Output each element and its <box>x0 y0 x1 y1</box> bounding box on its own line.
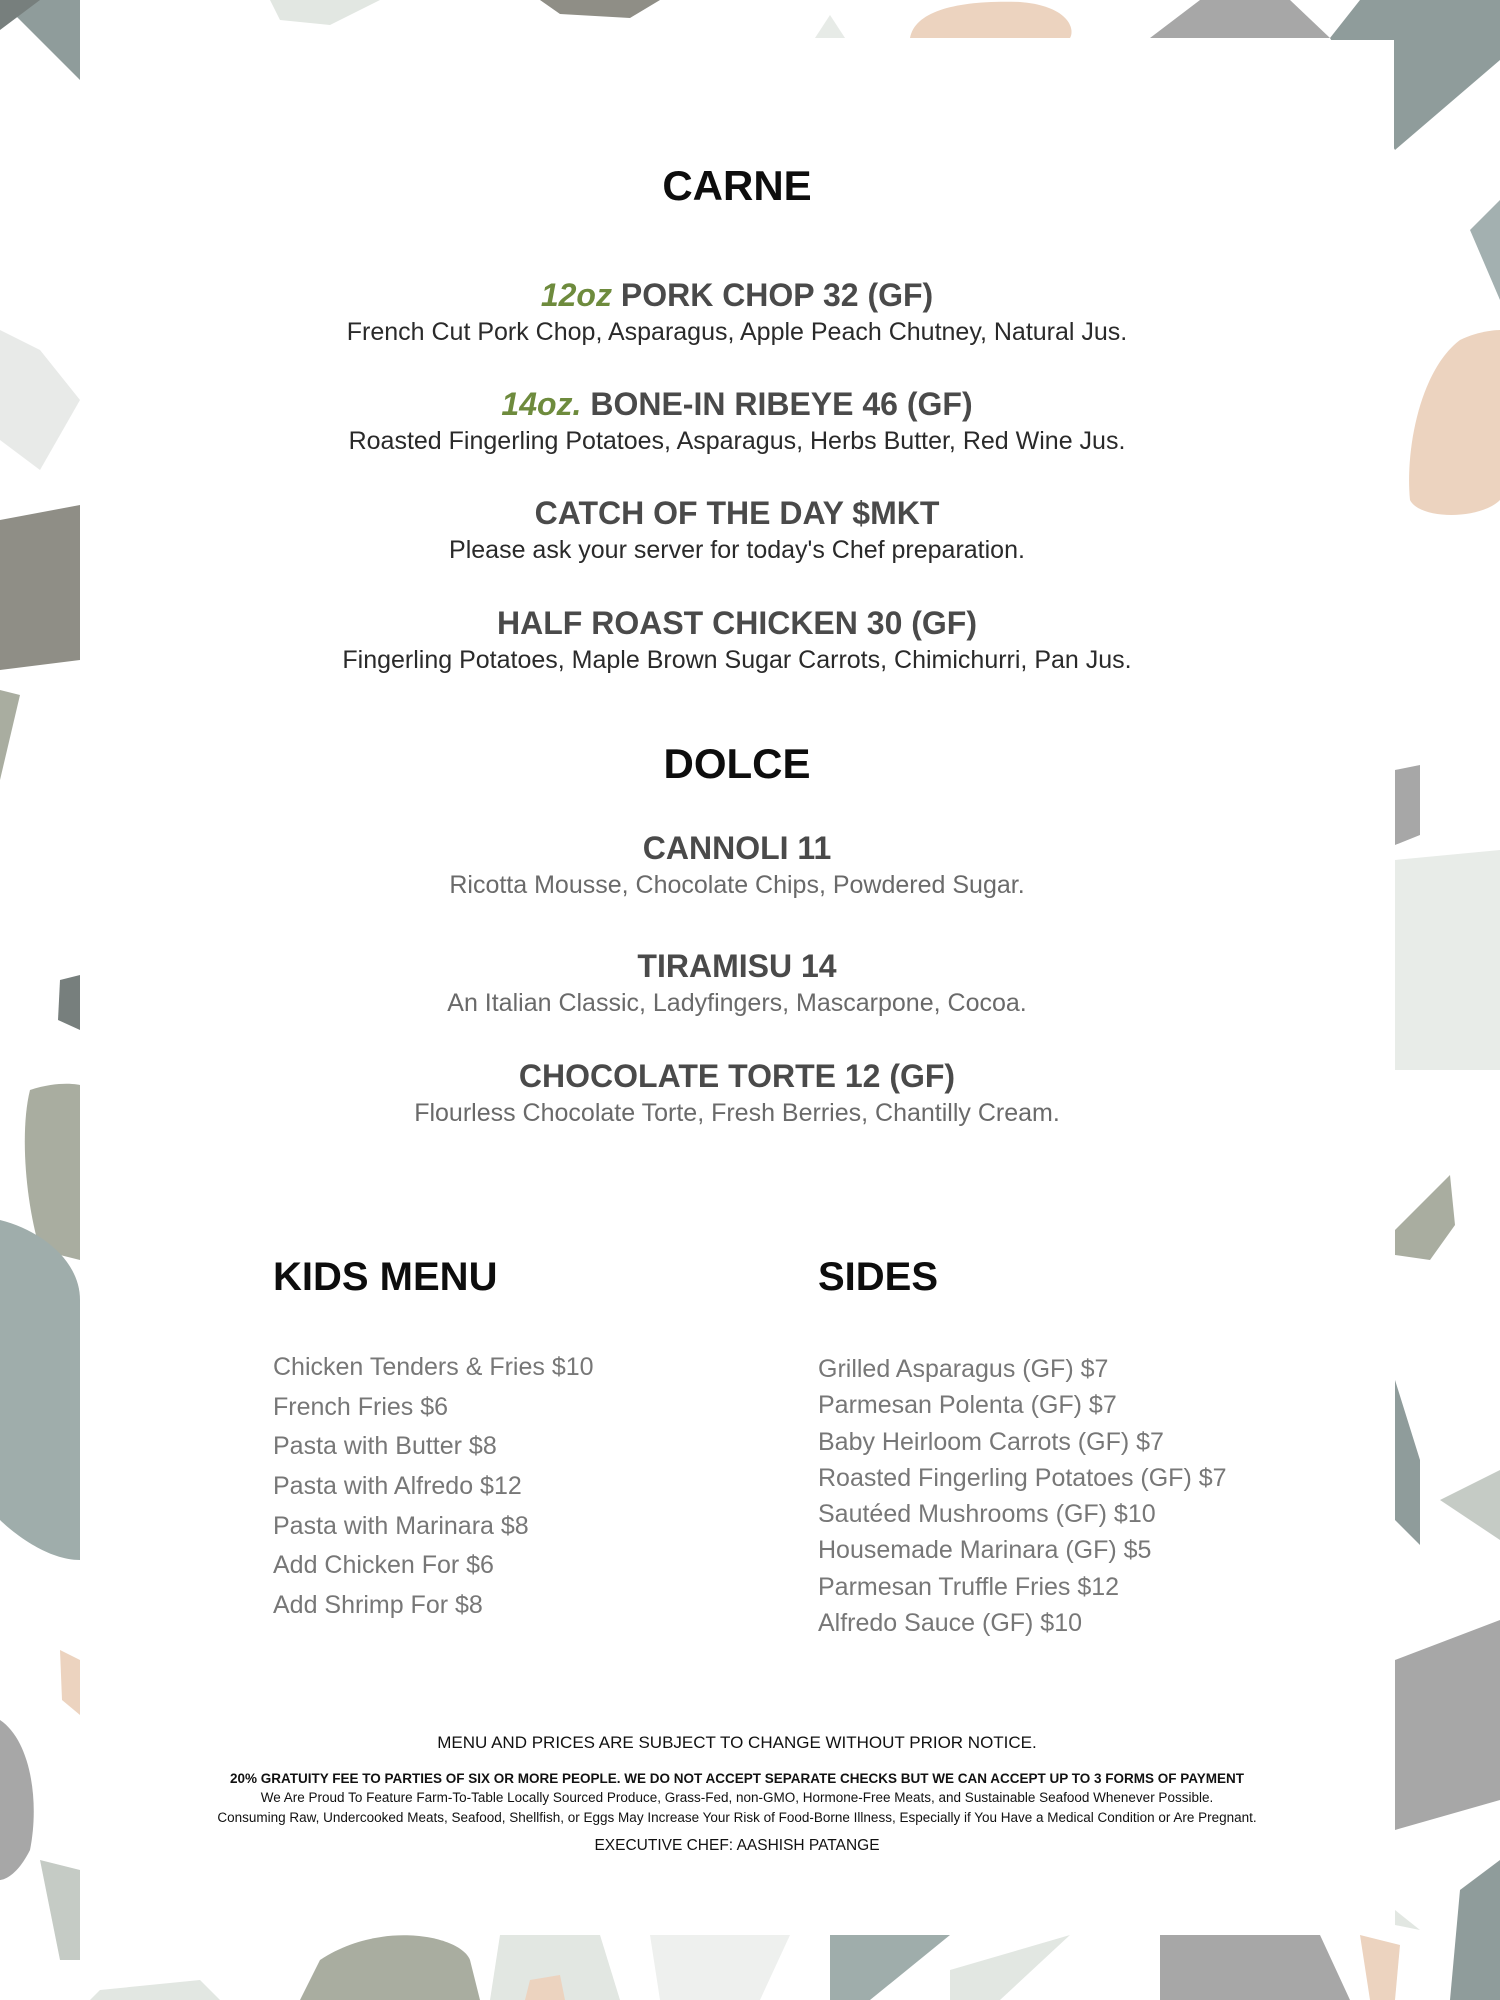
dish-name: CANNOLI 11 <box>642 830 832 866</box>
list-item: Baby Heirloom Carrots (GF) $7 <box>818 1427 1164 1456</box>
menu-item-pork-chop <box>80 275 1394 349</box>
list-item: Chicken Tenders & Fries $10 <box>273 1353 594 1381</box>
carne-heading: CARNE <box>662 162 812 209</box>
price-notice: MENU AND PRICES ARE SUBJECT TO CHANGE WITHOUT PRIOR NOTICE. <box>437 1733 1037 1752</box>
dish-name: HALF ROAST CHICKEN 30 (GF) <box>497 605 977 641</box>
executive-chef: EXECUTIVE CHEF: AASHISH PATANGE <box>594 1837 880 1854</box>
dish-description: Roasted Fingerling Potatoes, Asparagus, Herbs Butter, Red Wine Jus. <box>348 427 1126 455</box>
list-item: Add Chicken For $6 <box>273 1551 494 1580</box>
dish-name: CHOCOLATE TORTE 12 (GF) <box>518 1058 956 1094</box>
dish-name: BONE-IN RIBEYE 46 (GF) <box>590 386 973 422</box>
list-item: Alfredo Sauce (GF) $10 <box>818 1609 1083 1638</box>
dish-title <box>80 384 1394 424</box>
dish-name: TIRAMISU 14 <box>637 948 837 984</box>
menu-item-half-roast-chicken <box>80 603 1394 677</box>
dish-description: Please ask your server for today's Chef preparation. <box>449 536 1025 564</box>
food-safety-warning: Consuming Raw, Undercooked Meats, Seafood, Shellfish, or Eggs May Increase Your Risk of Food-Borne Illness, Especially if You Have a Medical Condition or Are Pregnant. <box>217 1810 1257 1825</box>
list-item: Roasted Fingerling Potatoes (GF) $7 <box>818 1463 1227 1492</box>
menu-item-tiramisu <box>80 946 1394 1020</box>
dish-description: Flourless Chocolate Torte, Fresh Berries, Chantilly Cream. <box>414 1099 1060 1127</box>
portion-weight: 14oz. <box>501 386 582 422</box>
list-item: Sautéed Mushrooms (GF) $10 <box>818 1500 1156 1529</box>
menu-item-chocolate-torte <box>80 1056 1394 1130</box>
kids-menu-list <box>273 1348 594 1626</box>
dish-description: French Cut Pork Chop, Asparagus, Apple Peach Chutney, Natural Jus. <box>346 318 1128 346</box>
portion-weight: 12oz <box>540 277 612 313</box>
list-item: French Fries $6 <box>273 1392 449 1421</box>
list-item: Housemade Marinara (GF) $5 <box>818 1536 1152 1565</box>
dish-description: Fingerling Potatoes, Maple Brown Sugar Carrots, Chimichurri, Pan Jus. <box>342 646 1132 674</box>
dish-description: An Italian Classic, Ladyfingers, Mascarpone, Cocoa. <box>447 989 1027 1017</box>
gratuity-policy: 20% GRATUITY FEE TO PARTIES OF SIX OR MORE PEOPLE. WE DO NOT ACCEPT SEPARATE CHECKS BUT WE CAN ACCEPT UP TO 3 FORMS OF PAYMENT <box>229 1771 1245 1786</box>
dish-description: Ricotta Mousse, Chocolate Chips, Powdered Sugar. <box>449 871 1025 899</box>
list-item: Parmesan Polenta (GF) $7 <box>818 1391 1117 1420</box>
list-item: Add Shrimp For $8 <box>273 1591 483 1620</box>
list-item: Pasta with Marinara $8 <box>273 1511 529 1540</box>
list-item: Pasta with Butter $8 <box>273 1432 497 1461</box>
dish-title <box>80 275 1394 315</box>
dolce-heading: DOLCE <box>663 740 811 787</box>
sides-list <box>818 1351 1227 1641</box>
sourcing-statement: We Are Proud To Feature Farm-To-Table Locally Sourced Produce, Grass-Fed, non-GMO, Hormone-Free Meats, and Sustainable Seafood Whenever Possible. <box>260 1790 1214 1805</box>
menu-item-cannoli <box>80 828 1394 902</box>
menu-item-bone-in-ribeye <box>80 384 1394 458</box>
dish-name: PORK CHOP 32 (GF) <box>620 277 934 313</box>
menu-page <box>80 40 1394 1933</box>
kids-menu-heading: KIDS MENU <box>273 1255 498 1299</box>
list-item: Pasta with Alfredo $12 <box>273 1472 522 1501</box>
menu-item-catch-of-the-day <box>80 493 1394 567</box>
dish-name: CATCH OF THE DAY $MKT <box>534 495 940 531</box>
sides-heading: SIDES <box>818 1255 939 1299</box>
list-item: Grilled Asparagus (GF) $7 <box>818 1355 1109 1383</box>
list-item: Parmesan Truffle Fries $12 <box>818 1572 1120 1601</box>
